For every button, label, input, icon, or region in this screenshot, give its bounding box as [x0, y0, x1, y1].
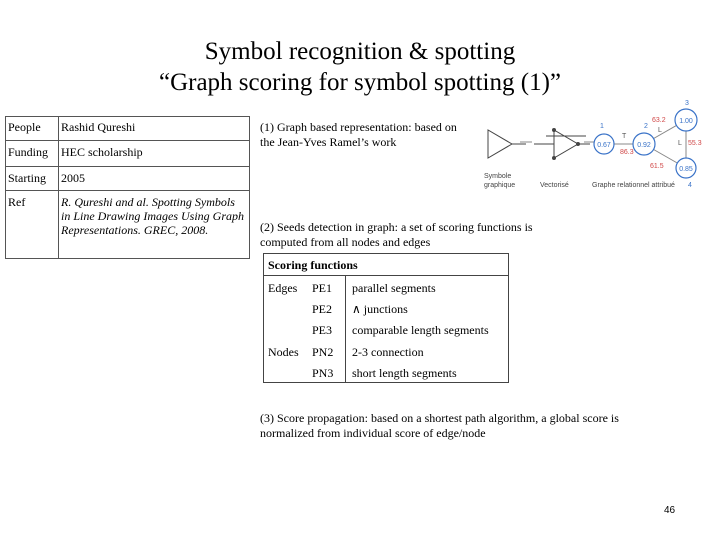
function-desc: short length segments — [352, 366, 457, 380]
scoring-functions-header: Scoring functions — [268, 258, 358, 272]
function-desc: 2-3 connection — [352, 345, 424, 359]
function-code: PE1 — [312, 281, 333, 295]
function-code: PE3 — [312, 323, 333, 337]
edge-value: 63.2 — [652, 117, 666, 124]
node-value: 1.00 — [679, 118, 693, 125]
node-label: 4 — [688, 182, 692, 189]
function-desc: parallel segments — [352, 281, 436, 295]
step1-text: (1) Graph based representation: based on the Jean-Yves Ramel’s work — [260, 120, 457, 149]
node-label: 1 — [600, 123, 604, 130]
group-label-edges: Edges — [268, 281, 298, 295]
info-key: Funding — [6, 141, 59, 167]
slide-title-line2: “Graph scoring for symbol spotting (1)” — [158, 69, 561, 96]
function-desc: comparable length segments — [352, 323, 489, 337]
function-code: PE2 — [312, 302, 333, 316]
caption-symbol-2: graphique — [484, 182, 516, 189]
info-key: People — [6, 117, 59, 141]
edge-value: 86.3 — [620, 149, 634, 156]
info-table — [5, 116, 250, 259]
table-divider — [264, 275, 508, 276]
info-value: HEC scholarship — [59, 141, 250, 167]
info-key: Ref — [6, 191, 59, 259]
info-row-starting — [6, 167, 250, 191]
info-value-reference: R. Qureshi and al. Spotting Symbols in Line Drawing Images Using Graph Representations. GREC, 2008. — [59, 191, 250, 259]
step2-text: (2) Seeds detection in graph: a set of scoring functions is computed from all nodes and edges — [260, 220, 533, 249]
caption-vector: Vectorisé — [540, 182, 569, 189]
symbol-drawing — [488, 130, 526, 158]
slide-title-line1: Symbol recognition & spotting — [204, 38, 516, 65]
info-value: 2005 — [59, 167, 250, 191]
caption-symbol: Symbole — [484, 173, 512, 180]
edge-value: 55.3 — [688, 140, 702, 147]
node-value: 0.92 — [637, 142, 651, 149]
group-label-nodes: Nodes — [268, 345, 299, 359]
table-divider — [345, 275, 346, 382]
function-code: PN3 — [312, 366, 334, 380]
function-desc: ∧ junctions — [352, 302, 408, 316]
edge-letter: T — [622, 133, 627, 140]
edge-letter: L — [658, 127, 662, 134]
scoring-functions-table — [263, 253, 509, 383]
node-label: 3 — [685, 100, 689, 107]
step3-text: (3) Score propagation: based on a shortest path algorithm, a global score is normalized from individual score of edge/node — [260, 411, 619, 440]
node-label: 2 — [644, 123, 648, 130]
edge-letter: L — [678, 140, 682, 147]
page-number: 46 — [664, 505, 676, 516]
info-value: Rashid Qureshi — [59, 117, 250, 141]
info-row-funding — [6, 141, 250, 167]
edge-value: 61.5 — [650, 163, 664, 170]
info-row-people — [6, 117, 250, 141]
node-value: 0.67 — [597, 142, 611, 149]
info-key: Starting — [6, 167, 59, 191]
vectorized-drawing — [534, 129, 590, 160]
function-code: PN2 — [312, 345, 334, 359]
graph-representation-figure — [480, 96, 700, 196]
node-value: 0.85 — [679, 166, 693, 173]
info-row-ref — [6, 191, 250, 259]
caption-graph: Graphe relationnel attribué — [592, 182, 675, 189]
